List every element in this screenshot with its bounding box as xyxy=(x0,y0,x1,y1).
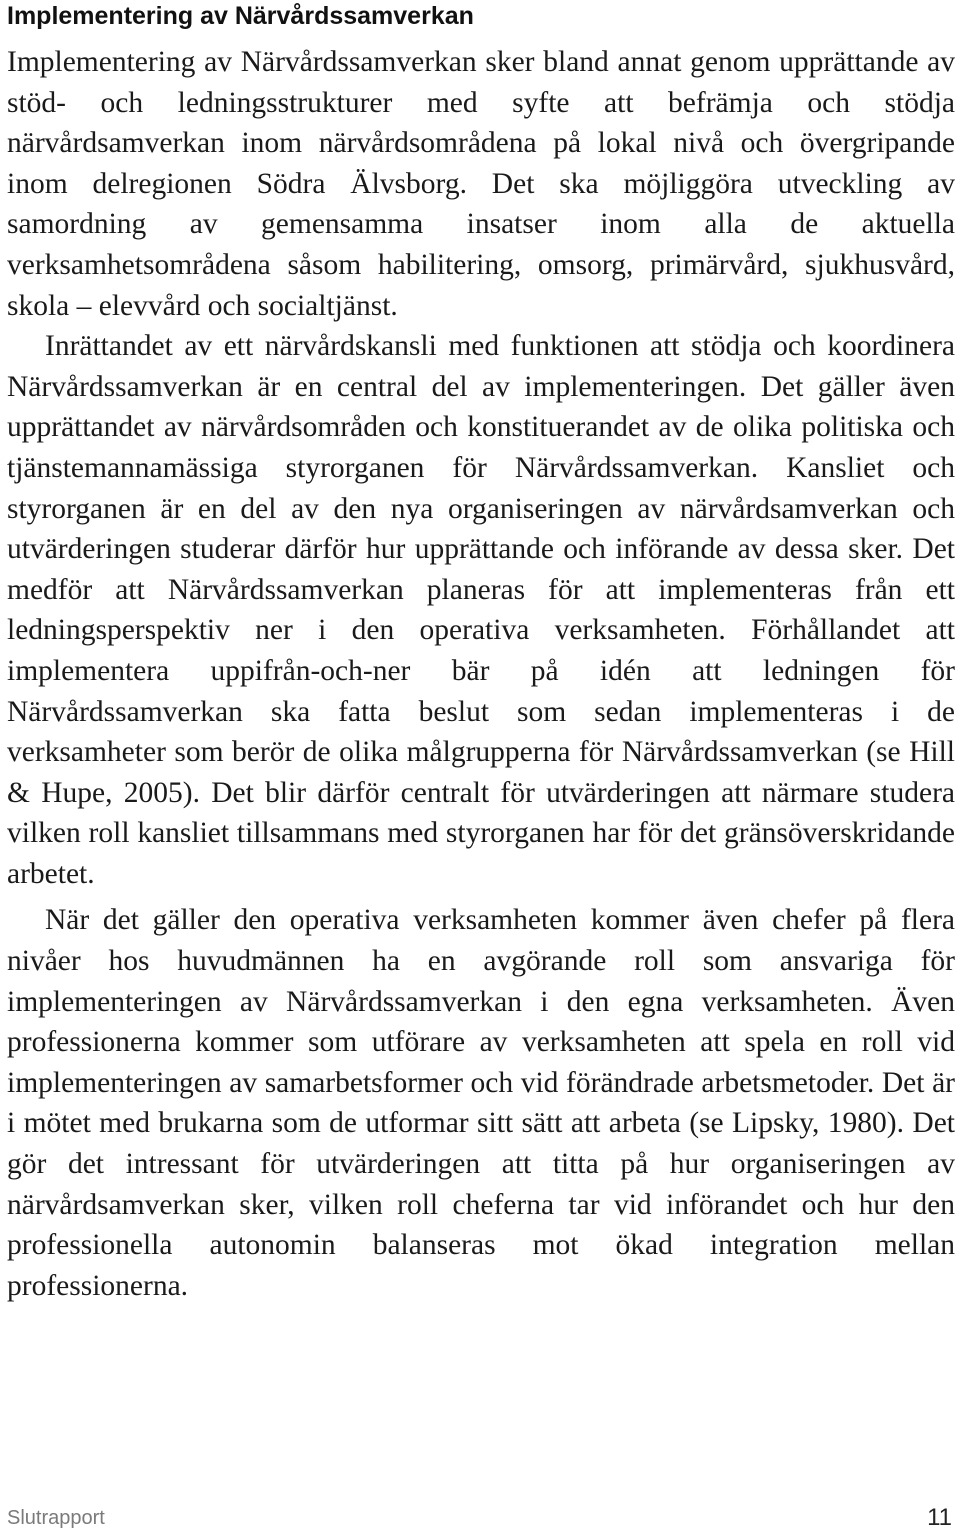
paragraph-1: Implementering av Närvårdssamverkan sker bland annat genom upprättande av stöd- och ledningsstrukturer med syfte att befrämja och stödja närvårdsamverkan inom närvårdsområdena på lokal nivå och övergripande inom delregionen Södra Älvsborg. Det ska möjliggöra utveckling av samordning av gemensamma insatser inom alla de aktuella verksamhetsområdena såsom habilitering, omsorg, primärvård, sjukhusvård, skola – elevvård och socialtjänst. xyxy=(7,46,955,322)
paragraph-2: Inrättandet av ett närvårdskansli med funktionen att stödja och koordinera Närvårdssamverkan är en central del av implementeringen. Det gäller även upprättandet av närvårdsområden och konstituerandet av de olika politiska och tjänstemannamässiga styrorganen för Närvårdssamverkan. Kansliet och styrorganen är en del av den nya organiseringen av närvårdsamverkan och utvärderingen studerar därför hur upprättande och införande av dessa sker. Det medför att Närvårdssamverkan planeras för att implementeras från ett ledningsperspektiv ner i den operativa verksamheten. Förhållandet att implementera uppifrån-och-ner bär på idén att ledningen för Närvårdssamverkan ska fatta beslut som sedan implementeras i de verksamheter som berör de olika målgrupperna för Närvårdssamverkan (se Hill & Hupe, 2005). Det blir därför centralt för utvärderingen att närmare studera vilken roll kansliet tillsammans med styrorganen har för det gränsöverskridande arbetet. xyxy=(7,330,955,890)
footer-label: Slutrapport xyxy=(7,1507,105,1529)
paragraph-3: När det gäller den operativa verksamheten kommer även chefer på flera nivåer hos huvudmännen ha en avgörande roll som ansvariga för implementeringen av Närvårdssamverkan i den egna verksamheten. Även professionerna kommer som utförare av verksamheten att spela en roll vid implementeringen av samarbetsformer och vid förändrade arbetsmetoder. Det är i mötet med brukarna som de utformar sitt sätt att arbeta (se Lipsky, 1980). Det gör det intressant för utvärderingen att titta på hur organiseringen av närvårdsamverkan sker, vilken roll cheferna tar vid införandet och hur den professionella autonomin balanseras mot ökad integration mellan professionerna. xyxy=(7,904,955,1302)
page-footer xyxy=(0,1494,960,1534)
body-text xyxy=(7,42,955,1306)
section-heading: Implementering av Närvårdssamverkan xyxy=(7,2,474,30)
page-number: 11 xyxy=(927,1504,952,1531)
